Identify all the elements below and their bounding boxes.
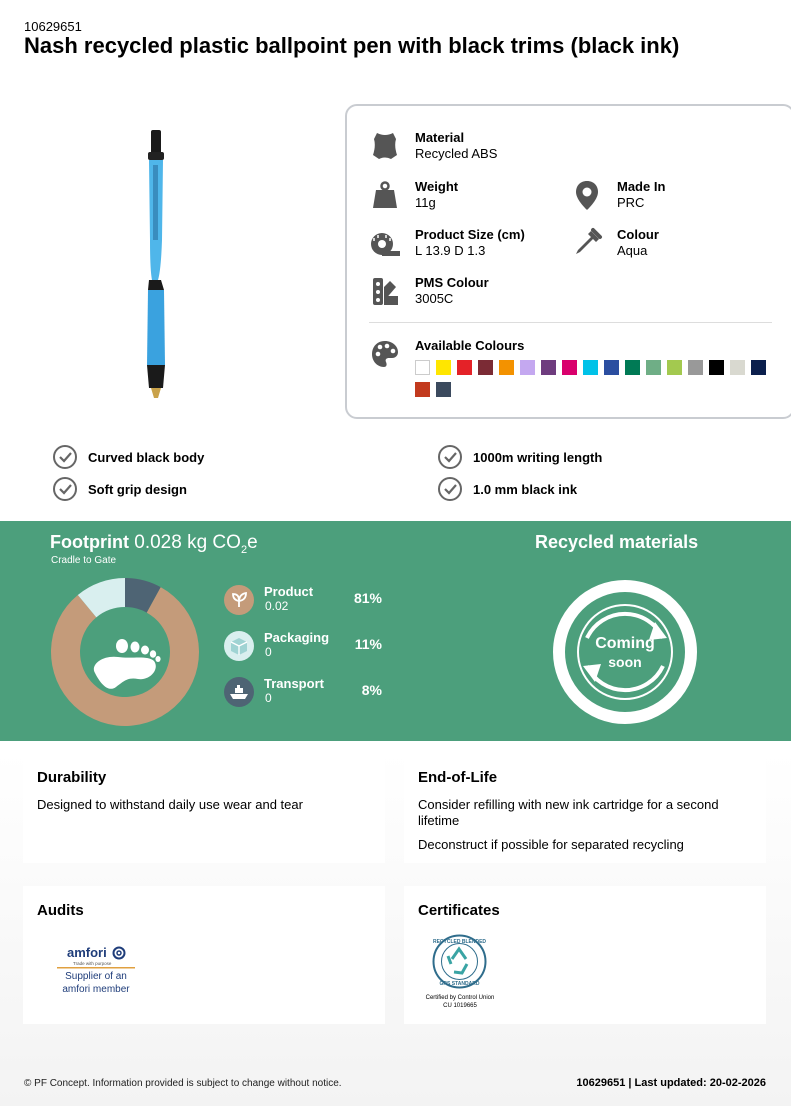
weight-icon: [369, 179, 401, 211]
colour-swatch[interactable]: [730, 360, 745, 375]
footprint-legend-product: Product 0.02 81%: [224, 585, 394, 617]
recycled-materials-title: Recycled materials: [535, 532, 699, 552]
footprint-legend-packaging: Packaging 0 11%: [224, 631, 394, 663]
donut-slice-product: [51, 587, 199, 726]
checkmark-circle-icon: [52, 476, 78, 502]
colour-swatch[interactable]: [688, 360, 703, 375]
colour-swatch[interactable]: [457, 360, 472, 375]
colour-swatch[interactable]: [751, 360, 766, 375]
svg-text:Trade with purpose: Trade with purpose: [73, 961, 112, 966]
footprint-legend-transport: Transport 0 8%: [224, 677, 394, 709]
colour-swatch[interactable]: [436, 382, 451, 397]
sustainability-band: [0, 521, 791, 741]
colour-swatch[interactable]: [541, 360, 556, 375]
certificates-card: Certificates RECYCLED BLENDED GRS STANDARD Certified by Control Union CU 1019665: [404, 886, 766, 1024]
colour-swatch[interactable]: [667, 360, 682, 375]
color-swatch-icon: [369, 275, 401, 307]
ship-icon: [224, 677, 254, 707]
footprint-icon: [94, 639, 161, 689]
leaf-icon: [224, 585, 254, 615]
svg-text:amfori: amfori: [67, 945, 107, 960]
colour-swatch[interactable]: [709, 360, 724, 375]
colour-swatch[interactable]: [604, 360, 619, 375]
recycle-arrows-icon: [551, 578, 699, 726]
specifications-panel: Material Recycled ABS Weight 11g Made In PRC Product Size (cm) L 13.9 D 1.3 Colour Aqua PMS Colour 3005C Available Colours: [345, 104, 791, 419]
footer-disclaimer: © PF Concept. Information provided is subject to change without notice.: [24, 1078, 342, 1089]
recycled-status-line2: soon: [608, 654, 642, 670]
amfori-logo: [53, 942, 143, 998]
leather-hide-icon: [369, 130, 401, 162]
footprint-donut-chart: [50, 577, 200, 727]
colour-swatch-list: [415, 360, 785, 404]
grs-certification-seal: [432, 934, 487, 989]
checkmark-circle-icon: [437, 476, 463, 502]
svg-text:RECYCLED BLENDED: RECYCLED BLENDED: [432, 939, 487, 945]
colour-swatch[interactable]: [520, 360, 535, 375]
palette-icon: [369, 338, 401, 370]
colour-swatch[interactable]: [646, 360, 661, 375]
location-pin-icon: [571, 179, 603, 211]
checkmark-circle-icon: [52, 444, 78, 470]
recycled-status-line1: Coming: [595, 635, 655, 652]
footprint-subtitle: Cradle to Gate: [51, 555, 117, 566]
colour-swatch[interactable]: [478, 360, 493, 375]
colour-swatch[interactable]: [583, 360, 598, 375]
spec-divider: [369, 322, 772, 323]
colour-swatch[interactable]: [562, 360, 577, 375]
svg-text:Supplier of an: Supplier of an: [65, 971, 127, 982]
audits-card: Audits amfori Trade with purpose Supplier of an amfori member: [23, 886, 385, 1024]
checkmark-circle-icon: [437, 444, 463, 470]
footprint-title: Footprint 0.028 kg $CO_2e$: [50, 532, 258, 556]
product-sku: 10629651: [24, 19, 82, 34]
colour-swatch[interactable]: [415, 360, 430, 375]
end-of-life-card: End-of-Life Consider refilling with new ink cartridge for a second lifetime Deconstruct if possible for separated recycling: [404, 753, 766, 863]
colour-swatch[interactable]: [436, 360, 451, 375]
product-title: Nash recycled plastic ballpoint pen with black trims (black ink): [24, 33, 680, 58]
durability-card: Durability Designed to withstand daily use wear and tear: [23, 753, 385, 863]
certificate-caption: Certified by Control Union CU 1019665: [425, 995, 495, 1009]
eyedropper-icon: [571, 227, 603, 259]
pen-product-image: [120, 120, 200, 410]
colour-swatch[interactable]: [499, 360, 514, 375]
svg-text:amfori member: amfori member: [62, 984, 130, 995]
svg-text:GRS STANDARD: GRS STANDARD: [439, 981, 480, 987]
tape-measure-icon: [369, 227, 401, 259]
colour-swatch[interactable]: [415, 382, 430, 397]
colour-swatch[interactable]: [625, 360, 640, 375]
product-sheet: 10629651 Nash recycled plastic ballpoint pen with black trims (black ink) Material Recycled ABS Weight 11g Made In PRC Product Size (cm) L 13.9 D 1.3 Colour Aqua PMS Colour 3005C Available Colours Curved black body Soft grip design 1000m writing length 1.0 mm black ink Footprint 0.028 kg $CO_2e$ Cradle to Gate Product 0.02 81% Packaging 0 11% Transport 0 8% Recycled materials Coming soon Durability Designed to withstand daily use wear and tear End-of-Life Consider refilling with new ink cartridge for a second lifetime Deconstruct if possible for separated recycling Audits amfori Trade with purpose Supplier of an amfori member Certificates RECYCLED BLENDED GRS STANDARD Certified by Control Union CU 1019665 © PF Concept. Information provided is subject to change without notice. 10629651 | Last updated: 20-02-2026: [0, 0, 791, 1106]
footer-sku-date: 10629651 | Last updated: 20-02-2026: [576, 1077, 766, 1089]
box-icon: [224, 631, 254, 661]
